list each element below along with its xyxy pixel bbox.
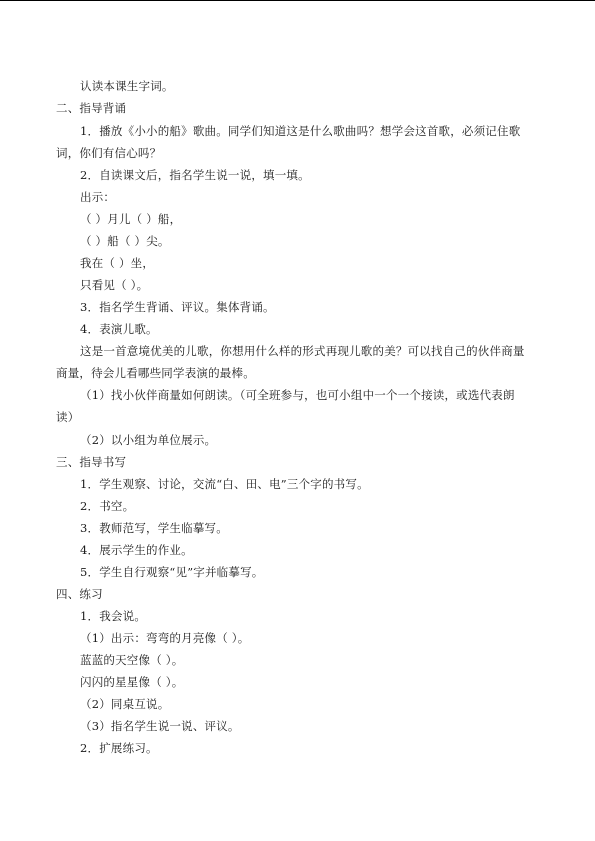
text-line: 1．学生观察、讨论，交流“白、田、电”三个字的书写。	[80, 477, 369, 491]
text-line: （3）指名学生说一说、评议。	[80, 719, 240, 733]
text-line: 词，你们有信心吗？	[56, 146, 162, 160]
text-line: 蓝蓝的天空像（ ）。	[80, 653, 184, 667]
text-line: （ ）月儿（ ）船，	[80, 212, 182, 226]
text-line: 5．学生自行观察“见”字并临摹写。	[80, 565, 264, 579]
text-line: 2．扩展练习。	[80, 741, 158, 755]
text-line: （ ）船（ ）尖。	[80, 234, 170, 248]
text-line: （1）出示：弯弯的月亮像（ ）。	[80, 631, 250, 645]
text-line: 4．展示学生的作业。	[80, 543, 193, 557]
text-line: 只看见（ ）。	[80, 278, 149, 292]
text-line: （2）同桌互说。	[80, 697, 170, 711]
section-heading: 二、指导背诵	[56, 101, 127, 115]
text-line: （1）找小伙伴商量如何朗读。（可全班参与，也可小组中一个一个接读，或选代表朗	[80, 388, 515, 402]
text-line: 1．播放《小小的船》歌曲。同学们知道这是什么歌曲吗？想学会这首歌，必须记住歌	[80, 124, 521, 138]
text-line: 我在（ ）坐，	[80, 256, 155, 270]
section-heading: 三、指导书写	[56, 455, 127, 469]
text-line: 这是一首意境优美的儿歌，你想用什么样的形式再现儿歌的美？可以找自己的伙伴商量	[80, 344, 525, 358]
text-line: 4．表演儿歌。	[80, 322, 158, 336]
text-line: 3．指名学生背诵、评议。集体背诵。	[80, 300, 275, 314]
text-line: 2．自读课文后，指名学生说一说，填一填。	[80, 168, 310, 182]
text-line: 商量，待会儿看哪些同学表演的最棒。	[56, 366, 255, 380]
text-line: 认读本课生字词。	[80, 79, 174, 93]
text-line: 2．书空。	[80, 499, 135, 513]
text-line: 闪闪的星星像（ ）。	[80, 675, 184, 689]
text-line: 出示：	[80, 190, 116, 204]
section-heading: 四、练习	[56, 587, 103, 601]
text-line: 读）	[56, 410, 80, 424]
text-line: （2）以小组为单位展示。	[80, 433, 217, 447]
text-line: 3．教师范写，学生临摹写。	[80, 521, 228, 535]
text-line: 1．我会说。	[80, 609, 147, 623]
